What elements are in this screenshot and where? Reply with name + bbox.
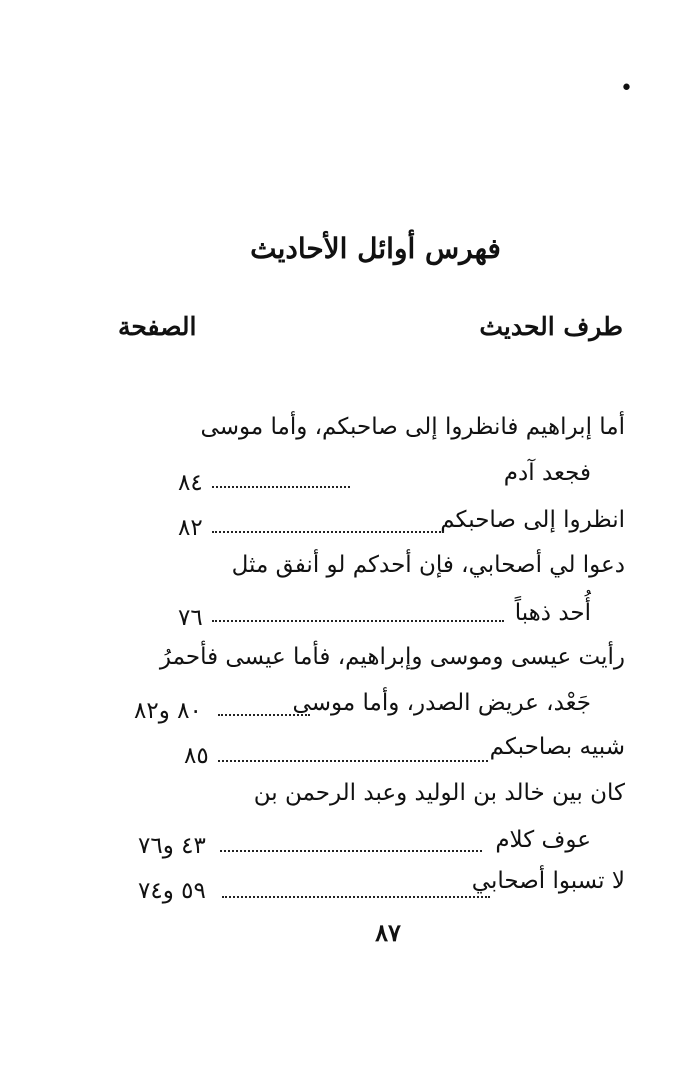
entry-6-line-2: عوف كلام (495, 827, 591, 853)
entry-1-line-1: أما إبراهيم فانظروا إلى صاحبكم، وأما موسى (200, 414, 625, 440)
entry-2-line-1: انظروا إلى صاحبكم (440, 507, 625, 533)
entry-3-line-2: أُحد ذهباً (514, 600, 591, 626)
column-header-page: الصفحة (118, 312, 197, 341)
entry-2-page: ٨٢ (178, 515, 203, 541)
entry-4-leader-dots (218, 714, 310, 716)
entry-4-line-1: رأيت عيسى وموسى وإبراهيم، فأما عيسى فأحمرُ (159, 644, 625, 670)
entry-5-page: ٨٥ (184, 743, 209, 769)
footer-page-number: ٨٧ (375, 918, 401, 947)
corner-mark: • (620, 76, 633, 101)
entry-5-leader-dots (218, 760, 488, 762)
entry-2-leader-dots (212, 531, 444, 533)
column-header-hadith-start: طرف الحديث (479, 312, 623, 341)
entry-6-page: ٤٣ و٧٦ (138, 833, 206, 859)
entry-3-page: ٧٦ (178, 605, 203, 631)
entry-3-line-1: دعوا لي أصحابي، فإن أحدكم لو أنفق مثل (231, 552, 625, 578)
entry-1-page: ٨٤ (178, 470, 203, 496)
entry-1-line-2: فجعد آدم (503, 460, 591, 486)
page-title: فهرس أوائل الأحاديث (250, 232, 501, 265)
entry-6-leader-dots (220, 850, 482, 852)
entry-5-line-1: شبيه بصاحبكم (489, 734, 625, 760)
entry-1-leader-dots (212, 486, 350, 488)
entry-4-line-2: جَعْد، عريض الصدر، وأما موسى (292, 690, 591, 716)
entry-7-page: ٥٩ و٧٤ (138, 878, 206, 904)
entry-7-leader-dots (222, 896, 490, 898)
entry-3-leader-dots (212, 620, 504, 622)
entry-4-page: ٨٠ و٨٢ (134, 698, 202, 724)
entry-7-line-1: لا تسبوا أصحابي (471, 868, 625, 894)
entry-6-line-1: كان بين خالد بن الوليد وعبد الرحمن بن (253, 780, 625, 806)
